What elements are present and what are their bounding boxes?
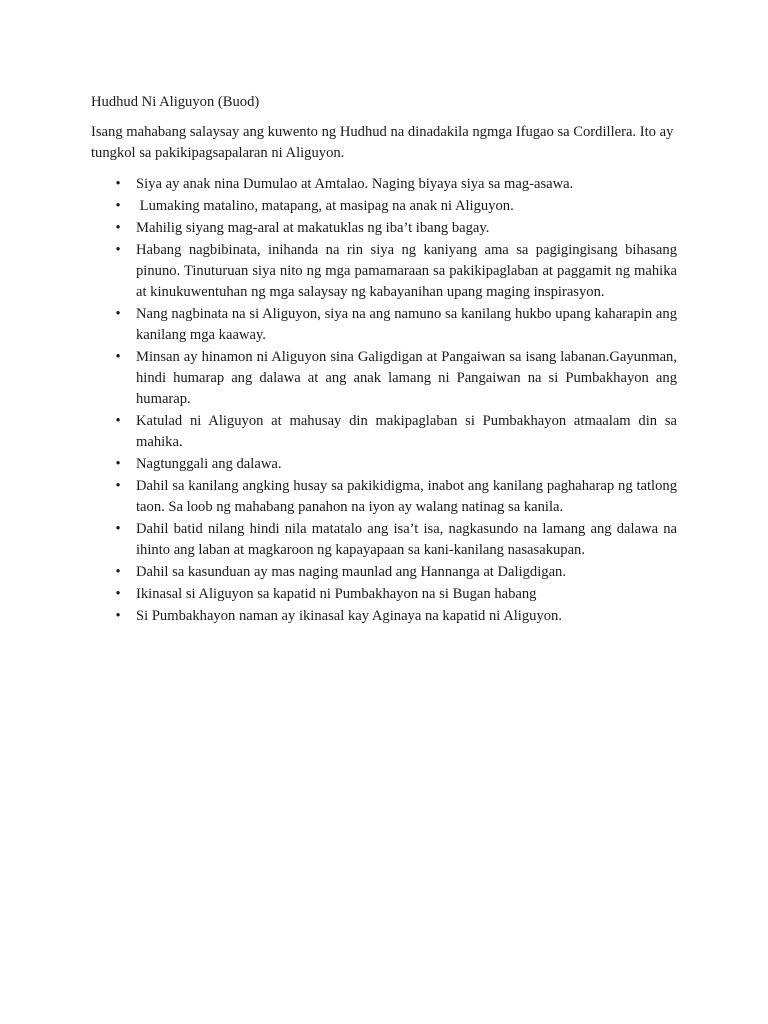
bullet-icon: •	[115, 220, 121, 236]
document-body	[91, 92, 677, 628]
list-item-text: Lumaking matalino, matapang, at masipag na anak ni Aliguyon.	[136, 198, 514, 214]
list-item-text: Nang nagbinata na si Aliguyon, siya na ang namuno sa kanilang hukbo upang kaharapin ang kanilang mga kaaway.	[136, 306, 677, 343]
list-item-text: Katulad ni Aliguyon at mahusay din makipaglaban si Pumbakhayon atmaalam din sa mahika.	[136, 413, 677, 450]
list-item-text: Minsan ay hinamon ni Aliguyon sina Galigdigan at Pangaiwan sa isang labanan.Gayunman, hindi humarap ang dalawa at ang anak lamang ni Pangaiwan na si Pumbakhayon ang humarap.	[136, 349, 677, 407]
document-title: Hudhud Ni Aliguyon (Buod)	[91, 94, 260, 110]
intro-paragraph: Isang mahabang salaysay ang kuwento ng Hudhud na dinadakila ngmga Ifugao sa Cordillera. Ito ay tungkol sa pakikipagsapalaran ni Aliguyon.	[91, 124, 674, 161]
bullet-icon: •	[115, 349, 121, 365]
list-item-text: Dahil batid nilang hindi nila matatalo ang isa’t isa, nagkasundo na lamang ang dalawa na ihinto ang laban at magkaroon ng kapayapaan sa kani-kanilang nasasakupan.	[136, 521, 677, 558]
bullet-icon: •	[115, 456, 121, 472]
summary-bullet-list	[91, 174, 677, 627]
bullet-icon: •	[115, 198, 121, 214]
bullet-icon: •	[115, 478, 121, 494]
list-item	[91, 519, 677, 561]
list-item	[91, 218, 677, 239]
list-item-text: Si Pumbakhayon naman ay ikinasal kay Aginaya na kapatid ni Aliguyon.	[136, 608, 562, 624]
bullet-icon: •	[115, 176, 121, 192]
list-item	[91, 562, 677, 583]
list-item	[91, 454, 677, 475]
list-item	[91, 174, 677, 195]
list-item	[91, 347, 677, 410]
bullet-icon: •	[115, 586, 121, 602]
list-item	[91, 606, 677, 627]
list-item-text: Habang nagbibinata, inihanda na rin siya ng kaniyang ama sa pagigingisang bihasang pinuno. Tinuturuan siya nito ng mga pamamaraan sa pakikipaglaban at paggamit ng mahika at kinukuwentuhan ng mga salaysay ng kabayanihan upang maging inspirasyon.	[136, 242, 677, 300]
bullet-icon: •	[115, 413, 121, 429]
list-item-text: Dahil sa kasunduan ay mas naging maunlad ang Hannanga at Daligdigan.	[136, 564, 566, 580]
bullet-icon: •	[115, 242, 121, 258]
list-item-text: Siya ay anak nina Dumulao at Amtalao. Naging biyaya siya sa mag-asawa.	[136, 176, 574, 192]
list-item	[91, 476, 677, 518]
list-item-text: Nagtunggali ang dalawa.	[136, 456, 282, 472]
bullet-icon: •	[115, 521, 121, 537]
list-item-text: Mahilig siyang mag-aral at makatuklas ng iba’t ibang bagay.	[136, 220, 490, 236]
list-item	[91, 411, 677, 453]
list-item	[91, 196, 677, 217]
list-item	[91, 240, 677, 303]
bullet-icon: •	[115, 306, 121, 322]
bullet-icon: •	[115, 564, 121, 580]
list-item	[91, 304, 677, 346]
list-item	[91, 584, 677, 605]
bullet-icon: •	[115, 608, 121, 624]
list-item-text: Ikinasal si Aliguyon sa kapatid ni Pumbakhayon na si Bugan habang	[136, 586, 537, 602]
list-item-text: Dahil sa kanilang angking husay sa pakikidigma, inabot ang kanilang paghaharap ng tatlong taon. Sa loob ng mahabang panahon na iyon ay walang natinag sa kanila.	[136, 478, 677, 515]
